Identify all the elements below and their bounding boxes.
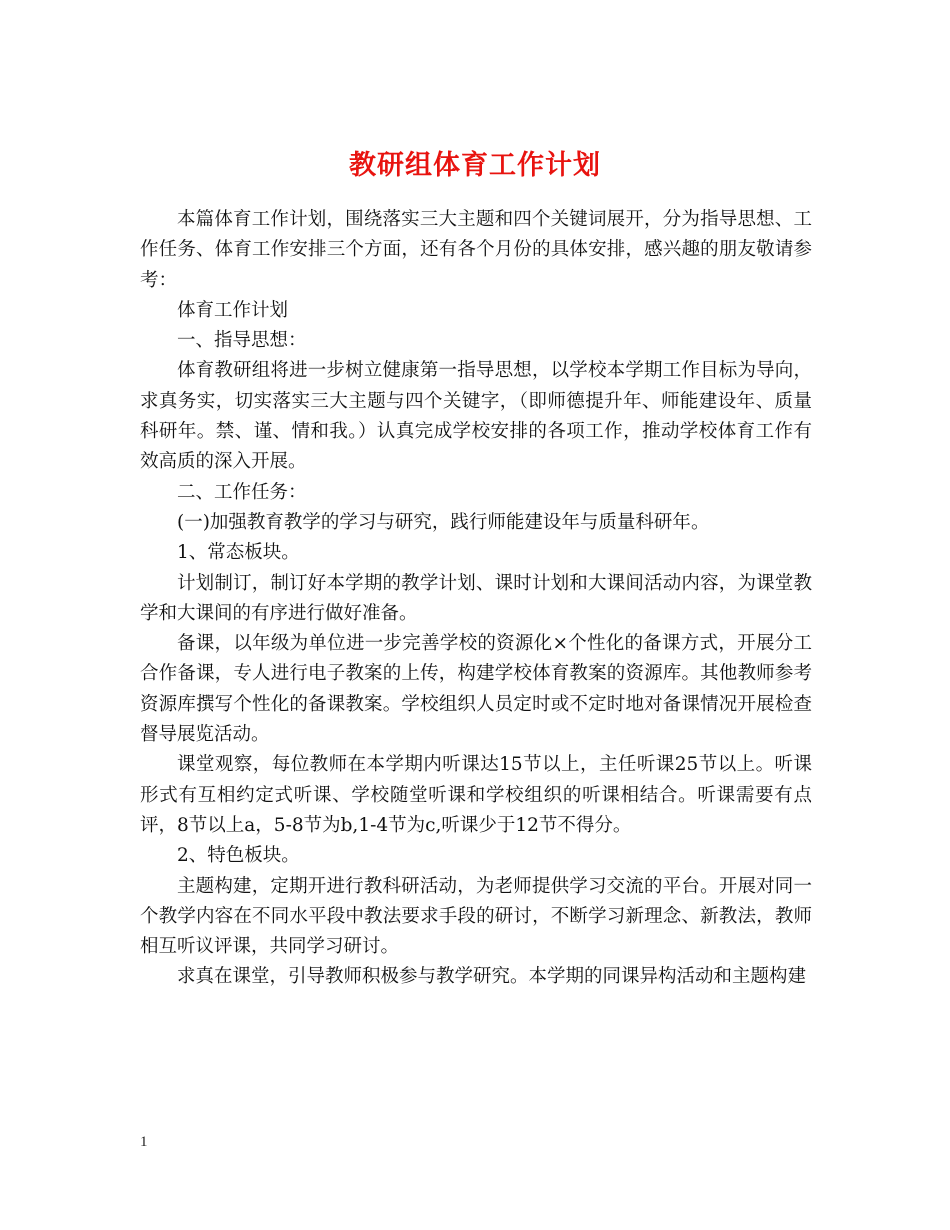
paragraph-class-observation: 课堂观察，每位教师在本学期内听课达15节以上，主任听课25节以上。听课形式有互相约定式听课、学校随堂听课和学校组织的听课相结合。听课需要有点评，8节以上a，5-8节为b,1-4节为c,听课少于12节不得分。	[140, 754, 812, 836]
item-heading-routine: 1、常态板块。	[177, 542, 300, 564]
paragraph-subtitle: 体育工作计划	[177, 299, 289, 321]
paragraph-planning: 计划制订，制订好本学期的教学计划、课时计划和大课间活动内容，为课堂教学和大课间的有序进行做好准备。	[140, 572, 812, 624]
paragraph-intro: 本篇体育工作计划，围绕落实三大主题和四个关键词展开，分为指导思想、工作任务、体育工作安排三个方面，还有各个月份的具体安排，感兴趣的朋友敬请参考：	[140, 209, 812, 291]
document-title: 教研组体育工作计划	[349, 150, 601, 182]
subsection-heading-research: (一)加强教育教学的学习与研究，践行师能建设年与质量科研年。	[177, 511, 710, 533]
paragraph-classroom-research: 求真在课堂，引导教师积极参与教学研究。本学期的同课异构活动和主题构建	[177, 966, 807, 988]
paragraph-lesson-prep: 备课，以年级为单位进一步完善学校的资源化×个性化的备课方式，开展分工合作备课，专人进行电子教案的上传，构建学校体育教案的资源库。其他教师参考资源库撰写个性化的备课教案。学校组织人员定时或不定时地对备课情况开展检查督导展览活动。	[140, 633, 812, 746]
section-heading-guiding-thought: 一、指导思想：	[177, 330, 307, 352]
section-heading-work-tasks: 二、工作任务：	[177, 481, 307, 503]
paragraph-guiding-thought: 体育教研组将进一步树立健康第一指导思想，以学校本学期工作目标为导向，求真务实，切实落实三大主题与四个关键字，（即师德提升年、师能建设年、质量科研年。禁、谨、情和我。）认真完成学校安排的各项工作，推动学校体育工作有效高质的深入开展。	[140, 360, 812, 473]
paragraph-theme-building: 主题构建，定期开进行教科研活动，为老师提供学习交流的平台。开展对同一个教学内容在不同水平段中教法要求手段的研讨，不断学习新理念、新教法，教师相互听议评课，共同学习研讨。	[140, 875, 812, 958]
document-body	[140, 205, 812, 993]
item-heading-special: 2、特色板块。	[177, 845, 300, 867]
page-number: 1	[140, 1134, 148, 1150]
